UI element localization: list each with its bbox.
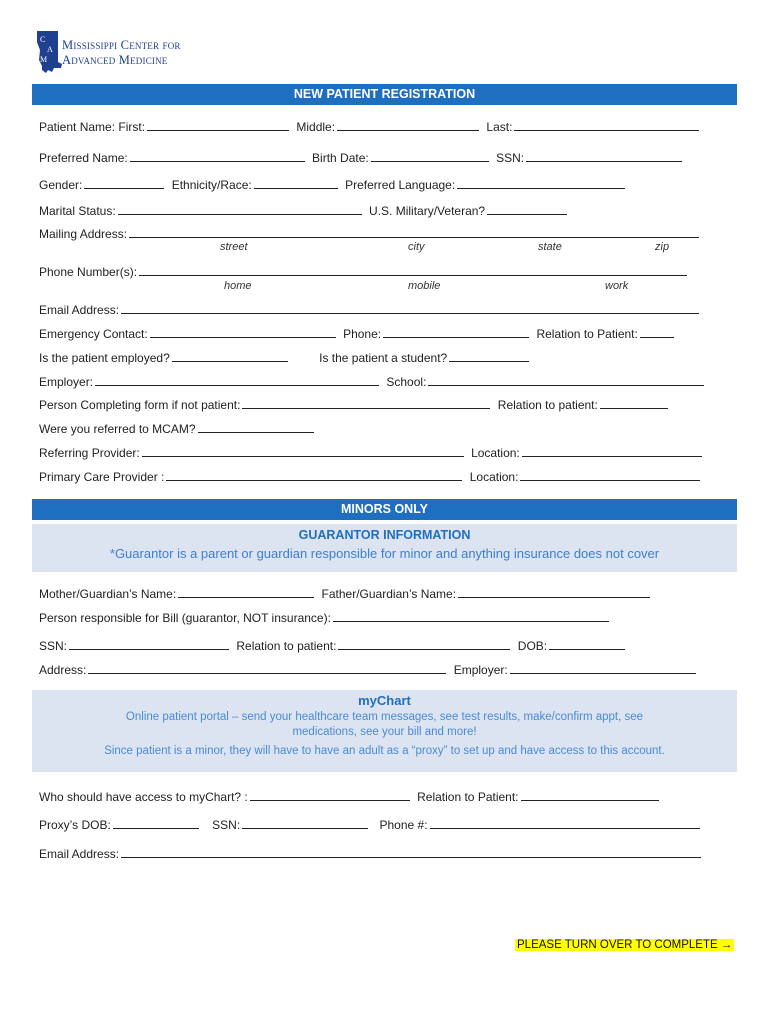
- emergency-contact-field[interactable]: [150, 326, 336, 338]
- preferred-name-row: Preferred Name: Birth Date: SSN:: [39, 150, 686, 165]
- pcp-row: Primary Care Provider : Location:: [39, 469, 704, 484]
- guarantor-title: GUARANTOR INFORMATION: [298, 528, 471, 542]
- pcp-field[interactable]: [166, 469, 462, 481]
- guarantor-ssn-field[interactable]: [69, 638, 229, 650]
- mailing-address-field[interactable]: [129, 226, 699, 238]
- referring-location-field[interactable]: [522, 445, 702, 457]
- referring-row: Referring Provider: Location:: [39, 445, 706, 460]
- gender-field[interactable]: [84, 177, 164, 189]
- referred-field[interactable]: [198, 421, 314, 433]
- proxy-row: Proxy’s DOB: SSN: Phone #:: [39, 817, 704, 832]
- guarantor-address-field[interactable]: [88, 662, 446, 674]
- student-field[interactable]: [449, 350, 529, 362]
- svg-text:A: A: [47, 45, 53, 54]
- org-name: Mississippi Center for Advanced Medicine: [62, 38, 181, 67]
- mailing-row: Mailing Address:: [39, 226, 703, 241]
- referred-row: Were you referred to MCAM?: [39, 421, 318, 436]
- email-field[interactable]: [121, 302, 699, 314]
- completing-row: Person Completing form if not patient: Relation to patient:: [39, 397, 672, 412]
- completing-relation-field[interactable]: [600, 397, 668, 409]
- language-field[interactable]: [457, 177, 625, 189]
- mychart-description-1: Online patient portal – send your healthcare team messages, see test results, make/confirm appt, see: [125, 711, 644, 723]
- guarantor-address-row: Address: Employer:: [39, 662, 700, 677]
- zip-caption: zip: [655, 241, 670, 253]
- completing-person-field[interactable]: [242, 397, 490, 409]
- state-caption: state: [538, 241, 562, 253]
- mychart-title: myChart: [358, 693, 411, 708]
- mother-guardian-field[interactable]: [178, 586, 314, 598]
- last-name-field[interactable]: [514, 119, 699, 131]
- turn-over-notice: PLEASE TURN OVER TO COMPLETE →: [517, 939, 733, 951]
- registration-banner: NEW PATIENT REGISTRATION: [32, 84, 737, 105]
- military-field[interactable]: [487, 203, 567, 215]
- mychart-email-row: Email Address:: [39, 846, 705, 861]
- employer-row: Employer: School:: [39, 374, 708, 389]
- first-name-field[interactable]: [147, 119, 289, 131]
- pcp-location-field[interactable]: [520, 469, 700, 481]
- mississippi-state-logo-icon: [34, 30, 64, 74]
- phone-row: Phone Number(s):: [39, 264, 691, 279]
- school-field[interactable]: [428, 374, 704, 386]
- guarantor-ssn-row: SSN: Relation to patient: DOB:: [39, 638, 629, 653]
- guarantor-relation-field[interactable]: [338, 638, 510, 650]
- emergency-row: Emergency Contact: Phone: Relation to Patient:: [39, 326, 678, 341]
- city-caption: city: [408, 241, 425, 253]
- home-caption: home: [224, 280, 252, 292]
- mychart-proxy-note: Since patient is a minor, they will have to have an adult as a “proxy” to set up and have access to this account.: [104, 745, 665, 757]
- mychart-access-field[interactable]: [250, 789, 410, 801]
- middle-name-field[interactable]: [337, 119, 479, 131]
- guarantor-dob-field[interactable]: [549, 638, 625, 650]
- mychart-access-row: Who should have access to myChart? : Relation to Patient:: [39, 789, 663, 804]
- guarantor-employer-field[interactable]: [510, 662, 696, 674]
- employer-field[interactable]: [95, 374, 379, 386]
- mychart-relation-field[interactable]: [521, 789, 659, 801]
- guarantor-info-box: [32, 524, 737, 572]
- work-caption: work: [605, 280, 629, 292]
- ssn-field[interactable]: [526, 150, 682, 162]
- proxy-ssn-field[interactable]: [242, 817, 368, 829]
- patient-name-row: Patient Name: First: Middle: Last:: [39, 119, 703, 134]
- email-row: Email Address:: [39, 302, 703, 317]
- marital-row: Marital Status: U.S. Military/Veteran?: [39, 203, 571, 218]
- emergency-relation-field[interactable]: [640, 326, 674, 338]
- minors-banner: MINORS ONLY: [32, 499, 737, 520]
- demographics-row: Gender: Ethnicity/Race: Preferred Language:: [39, 177, 629, 192]
- phone-numbers-field[interactable]: [139, 264, 687, 276]
- birth-date-field[interactable]: [371, 150, 489, 162]
- father-guardian-field[interactable]: [458, 586, 650, 598]
- svg-text:M: M: [40, 55, 48, 64]
- svg-text:C: C: [40, 35, 46, 44]
- marital-status-field[interactable]: [118, 203, 362, 215]
- employed-row: Is the patient employed? Is the patient a student?: [39, 350, 533, 365]
- mychart-description-2: medications, see your bill and more!: [292, 726, 477, 738]
- proxy-phone-field[interactable]: [430, 817, 700, 829]
- mychart-info-box: [32, 690, 737, 772]
- employed-field[interactable]: [172, 350, 288, 362]
- mychart-email-field[interactable]: [121, 846, 701, 858]
- bill-responsible-row: Person responsible for Bill (guarantor, NOT insurance):: [39, 610, 613, 625]
- street-caption: street: [220, 241, 248, 253]
- bill-responsible-field[interactable]: [333, 610, 609, 622]
- guarantor-note: *Guarantor is a parent or guardian responsible for minor and anything insurance does not cover: [109, 546, 660, 561]
- proxy-dob-field[interactable]: [113, 817, 199, 829]
- preferred-name-field[interactable]: [130, 150, 305, 162]
- mobile-caption: mobile: [408, 280, 441, 292]
- referring-provider-field[interactable]: [142, 445, 464, 457]
- ethnicity-field[interactable]: [254, 177, 338, 189]
- emergency-phone-field[interactable]: [383, 326, 529, 338]
- guardian-names-row: Mother/Guardian’s Name: Father/Guardian’s Name:: [39, 586, 654, 601]
